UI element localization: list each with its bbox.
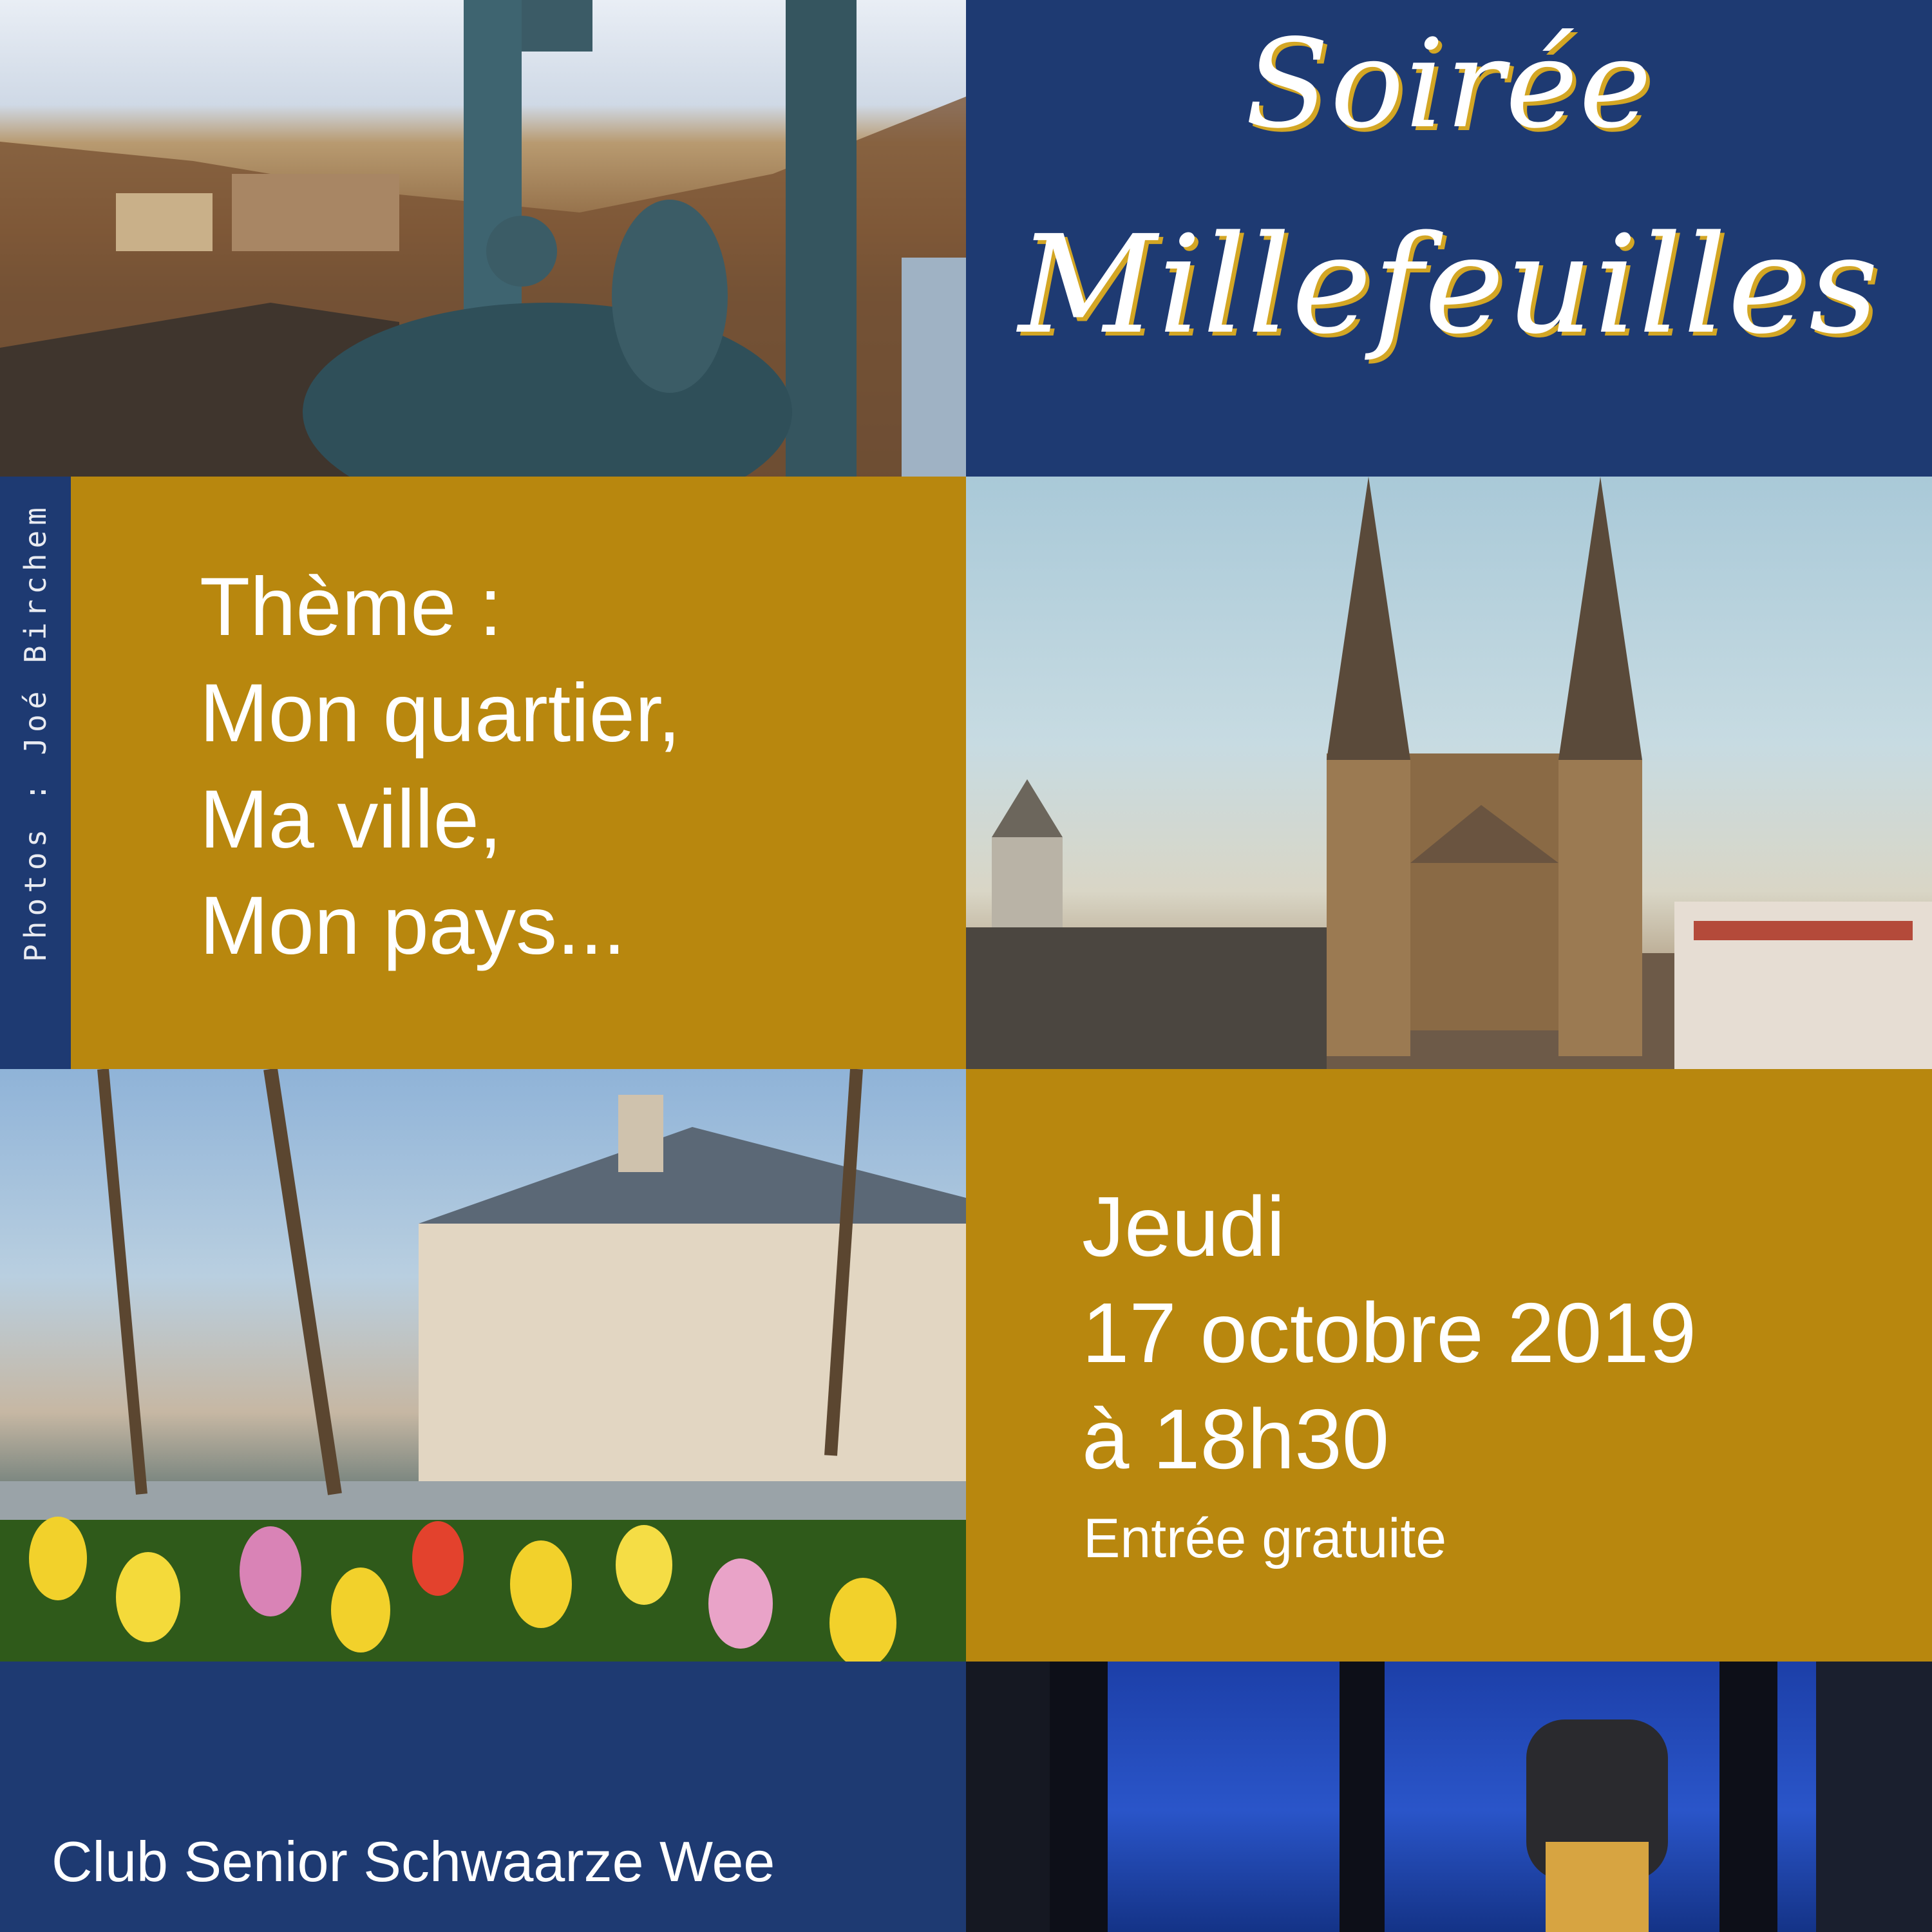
church-photo <box>966 477 1932 1069</box>
theme-block <box>71 477 966 1069</box>
night-illustration <box>966 1662 1932 1932</box>
church-illustration <box>966 477 1932 1069</box>
title-line-millefeuilles: Millefeuilles <box>1018 206 1880 364</box>
event-time: à 18h30 <box>1082 1392 1390 1486</box>
theme-line: Ma ville, <box>200 773 502 866</box>
night-photo <box>966 1662 1932 1932</box>
entry-info: Entrée gratuite <box>1083 1508 1447 1569</box>
credit-strip <box>0 477 71 1069</box>
organizer-block <box>0 1662 966 1932</box>
theme-line: Mon pays... <box>200 880 626 972</box>
town-hall-photo <box>0 1069 966 1662</box>
sculpture-illustration <box>0 0 966 477</box>
organizer-name: Club Senior Schwaarze Wee <box>52 1830 775 1893</box>
theme-label: Thème : <box>200 561 502 653</box>
photo-credit: Photos : Joé Birchem <box>18 502 53 962</box>
event-date: 17 octobre 2019 <box>1082 1285 1697 1380</box>
town-hall-illustration <box>0 1069 966 1662</box>
title-line-soiree: Soirée <box>1245 13 1653 155</box>
date-block <box>966 1069 1932 1662</box>
event-day: Jeudi <box>1082 1179 1285 1274</box>
title-block <box>966 0 1932 477</box>
sculpture-photo <box>0 0 966 477</box>
theme-line: Mon quartier, <box>200 667 681 759</box>
